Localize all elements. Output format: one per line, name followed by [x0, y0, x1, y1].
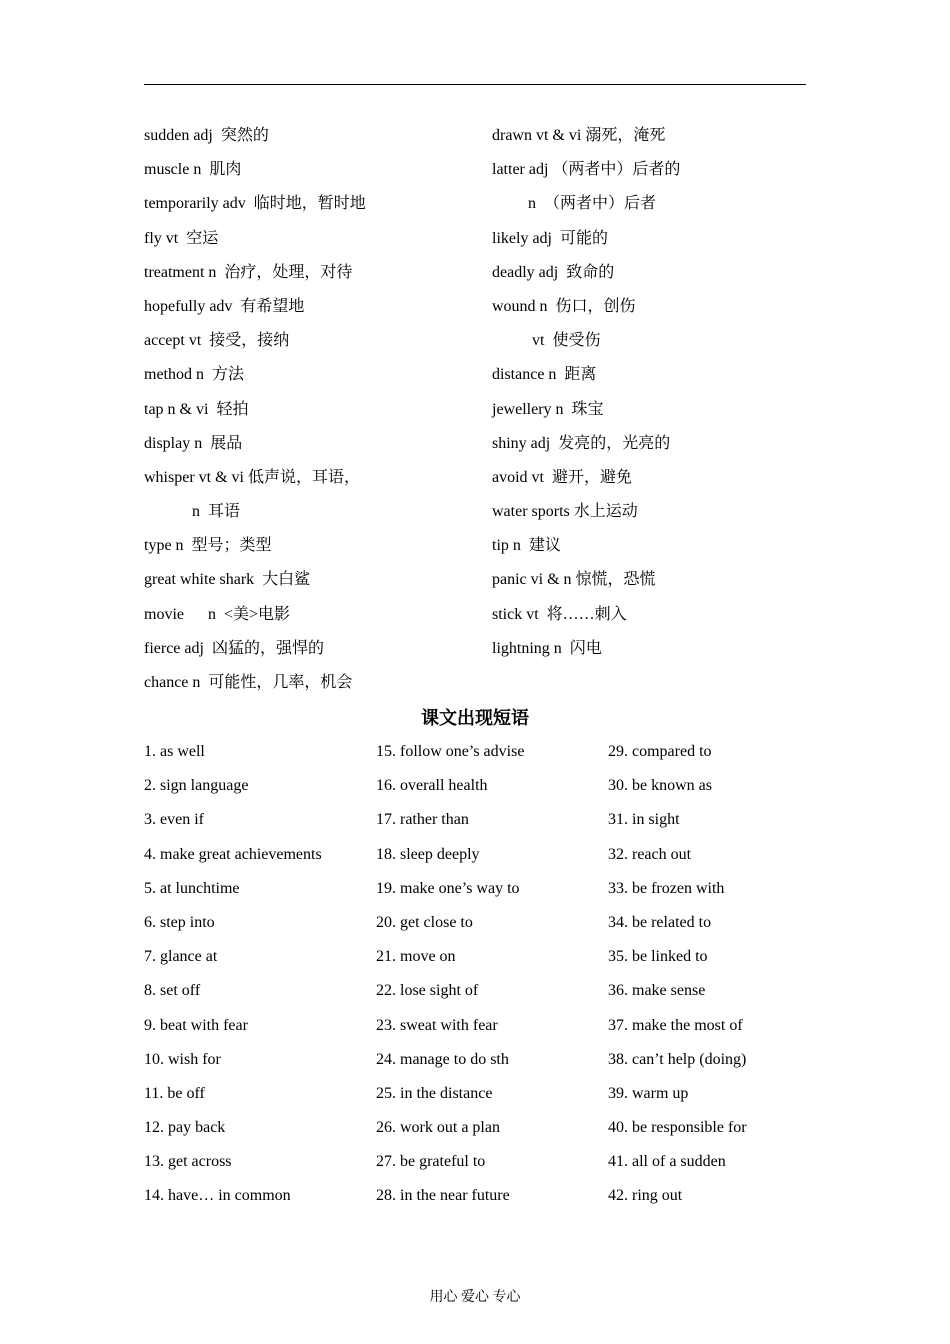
phrase-item: 39. warm up	[608, 1084, 689, 1102]
vocab-entry: fly vt 空运	[144, 229, 219, 247]
phrase-item: 5. at lunchtime	[144, 879, 240, 897]
phrase-item: 14. have… in common	[144, 1187, 291, 1205]
phrase-item: 9. beat with fear	[144, 1016, 248, 1034]
phrase-item: 8. set off	[144, 982, 201, 1000]
page-footer: 用心 爱心 专心	[429, 1290, 521, 1305]
phrase-item: 19. make one’s way to	[376, 879, 520, 897]
vocab-entry: muscle n 肌肉	[144, 161, 242, 179]
phrase-item: 31. in sight	[608, 811, 680, 829]
vocab-entry: n （两者中）后者	[492, 195, 657, 213]
phrase-item: 22. lose sight of	[376, 982, 479, 1000]
phrase-item: 10. wish for	[144, 1050, 221, 1068]
vocab-entry: fierce adj 凶猛的，强悍的	[144, 639, 324, 657]
phrase-item: 1. as well	[144, 743, 205, 760]
phrase-item: 23. sweat with fear	[376, 1016, 498, 1034]
vocab-entry: panic vi & n 惊慌，恐慌	[492, 571, 656, 589]
vocab-entry: shiny adj 发亮的，光亮的	[492, 434, 671, 452]
vocab-entry: whisper vt & vi 低声说，耳语，	[144, 468, 360, 486]
vocab-entry: treatment n 治疗，处理，对待	[144, 263, 353, 281]
phrase-item: 11. be off	[144, 1084, 205, 1102]
phrase-item: 35. be linked to	[608, 948, 708, 966]
phrase-item: 7. glance at	[144, 948, 218, 966]
phrase-item: 15. follow one’s advise	[376, 743, 525, 760]
vocab-entry: drawn vt & vi 溺死，淹死	[492, 127, 666, 144]
phrase-item: 34. be related to	[608, 913, 712, 931]
phrases-column-2	[376, 735, 596, 1214]
vocab-entry: tip n 建议	[492, 537, 561, 555]
vocab-column-left	[144, 119, 474, 700]
vocab-entry: hopefully adv 有希望地	[144, 297, 305, 315]
vocab-entry: great white shark 大白鲨	[144, 571, 311, 589]
vocab-entry: temporarily adv 临时地，暂时地	[144, 195, 366, 213]
vocab-entry: wound n 伤口，创伤	[492, 297, 636, 315]
vocab-entry: deadly adj 致命的	[492, 263, 615, 281]
phrase-item: 17. rather than	[376, 811, 469, 829]
phrase-item: 12. pay back	[144, 1119, 226, 1137]
phrase-item: 4. make great achievements	[144, 845, 322, 863]
vocab-entry: water sports 水上运动	[492, 503, 638, 521]
phrases-column-3	[608, 735, 828, 1214]
phrase-item: 36. make sense	[608, 982, 706, 1000]
vocab-entry: lightning n 闪电	[492, 639, 602, 657]
phrase-item: 33. be frozen with	[608, 879, 725, 897]
phrase-item: 42. ring out	[608, 1187, 683, 1205]
header-rule	[144, 84, 806, 85]
phrase-item: 18. sleep deeply	[376, 845, 480, 863]
phrase-item: 30. be known as	[608, 777, 712, 795]
vocab-entry: sudden adj 突然的	[144, 127, 269, 144]
phrase-item: 32. reach out	[608, 845, 692, 863]
phrase-item: 3. even if	[144, 811, 204, 829]
phrase-item: 38. can’t help (doing)	[608, 1050, 747, 1068]
phrase-item: 13. get across	[144, 1153, 232, 1171]
phrases-heading: 课文出现短语	[421, 708, 529, 728]
phrase-item: 27. be grateful to	[376, 1153, 486, 1171]
vocab-entry: tap n & vi 轻拍	[144, 400, 249, 418]
phrase-item: 37. make the most of	[608, 1016, 743, 1034]
phrase-item: 25. in the distance	[376, 1084, 493, 1102]
phrase-item: 41. all of a sudden	[608, 1153, 726, 1171]
vocab-entry: movie n <美>电影	[144, 605, 291, 623]
phrase-item: 2. sign language	[144, 777, 249, 795]
vocab-entry: stick vt 将……刺入	[492, 605, 627, 623]
phrases-column-1	[144, 735, 364, 1214]
phrase-item: 24. manage to do sth	[376, 1050, 509, 1068]
phrase-item: 26. work out a plan	[376, 1119, 500, 1137]
vocab-entry: avoid vt 避开，避免	[492, 468, 632, 486]
vocab-entry: distance n 距离	[492, 366, 597, 384]
vocab-column-right	[492, 119, 812, 666]
phrase-item: 20. get close to	[376, 913, 473, 931]
phrase-item: 6. step into	[144, 913, 215, 931]
vocab-entry: jewellery n 珠宝	[492, 400, 604, 418]
phrase-item: 40. be responsible for	[608, 1119, 747, 1137]
vocab-entry: n 耳语	[144, 503, 241, 521]
phrase-item: 28. in the near future	[376, 1187, 510, 1205]
phrase-item: 29. compared to	[608, 743, 712, 760]
vocab-entry: display n 展品	[144, 434, 243, 452]
phrase-item: 21. move on	[376, 948, 456, 966]
vocab-entry: method n 方法	[144, 366, 244, 384]
phrase-item: 16. overall health	[376, 777, 488, 795]
vocab-entry: accept vt 接受，接纳	[144, 332, 290, 350]
vocab-entry: chance n 可能性，几率，机会	[144, 674, 353, 691]
vocab-entry: latter adj （两者中）后者的	[492, 161, 681, 179]
vocab-entry: likely adj 可能的	[492, 229, 608, 247]
vocab-entry: type n 型号；类型	[144, 537, 272, 555]
vocab-entry: vt 使受伤	[492, 332, 601, 350]
